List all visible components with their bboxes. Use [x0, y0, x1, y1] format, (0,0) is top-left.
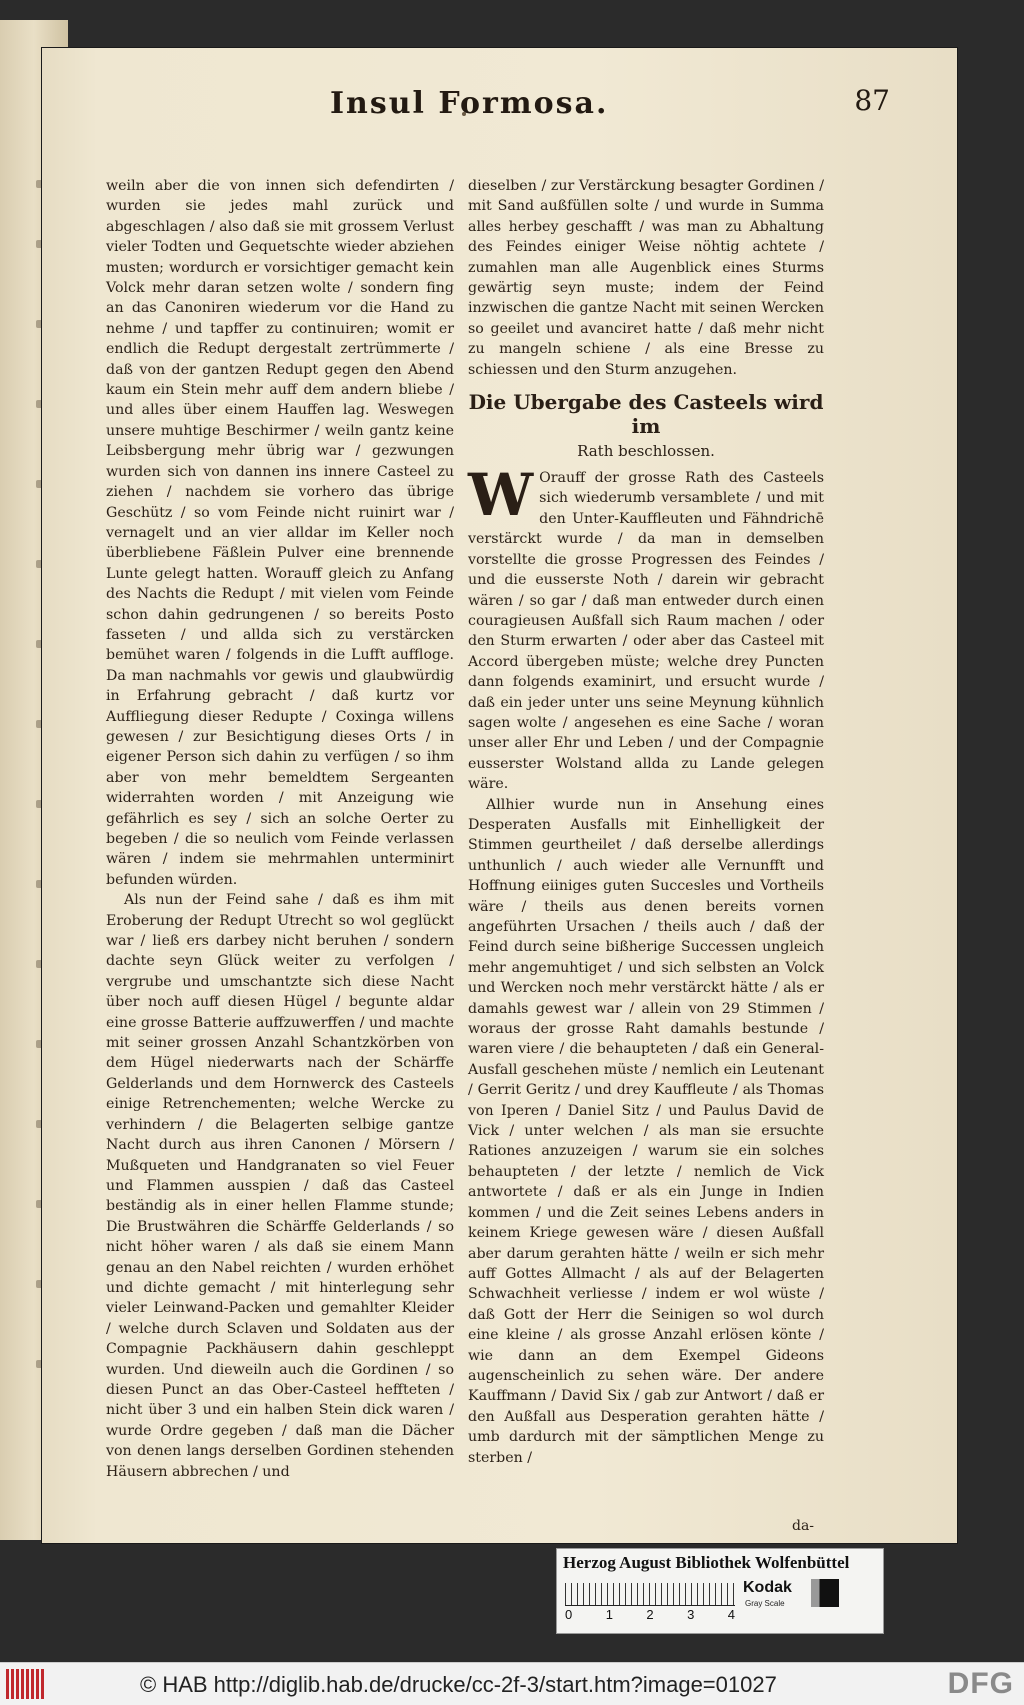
kodak-label: Kodak [743, 1579, 792, 1596]
left-column [106, 176, 454, 1482]
right-column [468, 176, 824, 1468]
page-number: 87 [854, 84, 890, 117]
ruler-digit: 1 [605, 1607, 613, 1622]
scale-ruler [565, 1583, 735, 1606]
color-scale-bar [556, 1548, 884, 1634]
ruler-digit: 3 [687, 1607, 695, 1622]
page-header [330, 82, 890, 128]
left-paragraph-1: weiln aber die von innen sich defendirten / wurden sie jedes mahl zurück und abgeschlagen / also daß sie mit grossem Verlust vieler Todten und Gequetschte wieder abziehen musten; wordurch er vorsichtiger gemacht kein Volck mehr daran setzen wolte / sondern fing an das Canoniren wiederum vor die Hand zu nehme / und tapffer zu continuiren; womit er endlich die Redupt dergestalt zertrümmerte / daß von der gantzen Redupt gegen den Abend kaum ein Stein mehr auff dem andern bliebe / und alles über einem Hauffen lag. Weswegen unsere muhtige Beschirmer / weiln gantz keine Leibsbergung mehr übrig war / gezwungen wurden sich von dannen ins innere Casteel zu ziehen / nachdem sie vorhero das übrige Geschütz / so vom Feinde nicht ruinirt war / vernagelt und an vier alldar im Keller noch überbliebene Fäßlein Pulver eine brennende Lunte gelegt hatten. Worauff gleich zu Anfang des Nachts die Redupt / mit vielen vom Feinde schon dahin gedrungenen / so bereits Posto fasseten / und allda sich zu verstärcken bemühet waren / folgends in die Lufft auffloge. Da man nachmahls vor gewis und glaubwürdig in Erfahrung gebracht / daß kurtz vor Auffliegung dieser Redupte / Coxinga willens gewesen / zur Besichtigung dieses Orts / in eigener Person sich dahin zu verfügen / so ihm aber von mehr bemeldtem Sergeanten widerrahten worden / mit Anzeigung wie gefährlich es sey / sich an solche Oerter zu begeben / die so neulich vom Feinde verlassen wären / indem sie mehrmahlen unterminirt befunden würden. [106, 178, 454, 888]
right-intro: dieselben / zur Verstärckung besagter Gordinen / mit Sand außfüllen solte / und wurde in Summa alles herbey geschafft / was man zu Abhaltung des Feindes einiger Weise nöhtig achtete / zumahlen man alle Augenblick eines Sturms gewärtig seyn muste; indem der Feind inzwischen die gantze Nacht mit seinen Wercken so geeilet und avanciret hatte / daß mehr nicht zu mangeln schiene / als eine Bresse zu schiessen und den Sturm anzugehen. [468, 178, 824, 378]
gray-scale-label: Gray Scale [745, 1599, 785, 1608]
footer-copyright-link[interactable]: © HAB http://diglib.hab.de/drucke/cc-2f-3/start.htm?image=01027 [140, 1672, 777, 1697]
running-title: Insul Formosa. [330, 86, 609, 121]
right-body-start [468, 461, 824, 795]
ruler-digit: 0 [565, 1607, 573, 1622]
ruler-digit: 2 [646, 1607, 654, 1622]
ruler-digit: 4 [727, 1607, 735, 1622]
right-paragraph: Allhier wurde nun in Ansehung eines Desperaten Ausfalls mit Einhelligkeit der Stimmen geurtheilet / daß derselbe allerdings unthunlich / auch wieder alle Vernunfft und Hoffnung eiiniges guten Succesles und Vortheils wäre / theils aus denen bereits vornen angeführten Ursachen / theils auch / daß der Feind durch seine bißherige Successen ungleich mehr angemuhtiget / und sich selbsten an Volck und Wercken noch mehr verstärckt hätte / als er damahls gewest war / allein von 29 Stimmen / woraus der grosse Raht damahls bestunde / waren viere / die behaupteten / daß ein General-Ausfall geschehen müste / nemlich ein Leutenant / Gerrit Geritz / und drey Kauffleute / als Thomas von Iperen / Daniel Sitz / und Paulus David de Vick / unter welchen / als man sie ersuchte Rationes anzuzeigen / warum sie ein solches behaupteten / der letzte / nemlich de Vick antwortete / daß er als ein Junge in Indien kommen / und die Zeit seines Lebens anders in keinem Kriege gewesen wäre / diesen Außfall aber darum gerahten hätte / weiln er sich mehr auff Gottes Allmacht / als auf der Belagerten Schwachheit verliesse / indem er wol wüste / daß Gott der Herr die Seinigen so wol durch eine kleine / als grosse Anzahl erlösen könte / wie dann an dem Exempel Gideons augenscheinlich zu sehen wäre. Der andere Kauffmann / David Six / gab zur Antwort / daß er den Außfall aus Desperation gerahten hätte / umb dardurch mit der sämptlichen Menge zu sterben / [468, 796, 824, 1466]
left-paragraph-2: Als nun der Feind sahe / daß es ihm mit Eroberung der Redupt Utrecht so wol geglückt war / ließ ers darbey nicht beruhen / sondern dachte seyn Glück weiter zu verfolgen / vergrube und umschantzte sich diese Nacht über noch auff diesen Hügel / begunte aldar eine grosse Batterie auffzuwerffen / und machte mit seiner grossen Anzahl Schantzkörben von dem Hügel niederwarts nach der Schärffe Gelderlands und dem Hornwerck des Casteels einige Retrenchementen; welche Wercke zu verhindern / die Belagerten selbige gantze Nacht durch aus ihren Canonen / Mörsern / Mußqueten und Handgranaten so viel Feuer und Flammen ausspien / daß das Casteel beständig als in einer hellen Flamme stunde; Die Brustwähren die Schärffe Gelderlands / so nicht höher waren / als daß sie einem Mann genau an den Nabel reichten / wurden erhöhet und dichte gemacht / mit hinterlegung sehr vieler Leinwand-Packen und gemahlter Kleider / welche durch Sclaven und Soldaten aus der Compagnie Packhäusern dahin geschleppt wurden. Und dieweiln auch die Gordinen / so diesen Punct an das Ober-Casteel heffteten / nicht über 3 und ein halben Stein dick waren / wurde Ordre gegeben / daß man die Dächer von denen langs derselben Gordinen stehenden Häusern abbrechen / und [106, 892, 454, 1480]
right-body-text: Orauff der grosse Rath des Casteels sich wiederumb versamblete / und mit den Unter-Kauffleuten und Fähndrichē verstärckt wurde / da man in demselben vorstellte die grosse Progressen des Feindes / und die eusserste Noth / darein wir gebracht wären / so gar / daß man entweder durch einen couragieusen Außfall sich Raum machen / oder den Sturm erwarten / oder aber das Casteel mit Accord übergeben müste; welche drey Puncten dann folgends examinirt, und ersucht wurde / daß ein jeder unter uns seine Meynung kühnlich sagen wolte / angesehen es eine Sache / woran unser aller Ehr und Leben / und der Compagnie eusserster Wolstand allda zu Lande gelegen wäre. [468, 470, 824, 793]
section-subheading: Rath beschlossen. [577, 442, 715, 461]
dfg-logo: DFG [947, 1667, 1014, 1700]
library-name: Herzog August Bibliothek Wolfenbüttel [563, 1553, 850, 1572]
gray-swatch [811, 1579, 839, 1607]
section-heading: Die Ubergabe des Casteels wird im [468, 390, 824, 439]
drop-cap: W [468, 461, 534, 530]
viewer-footer [0, 1662, 1024, 1705]
ruler-digits [565, 1607, 735, 1622]
hab-logo-icon [6, 1669, 46, 1699]
catchword: da- [792, 1518, 815, 1534]
